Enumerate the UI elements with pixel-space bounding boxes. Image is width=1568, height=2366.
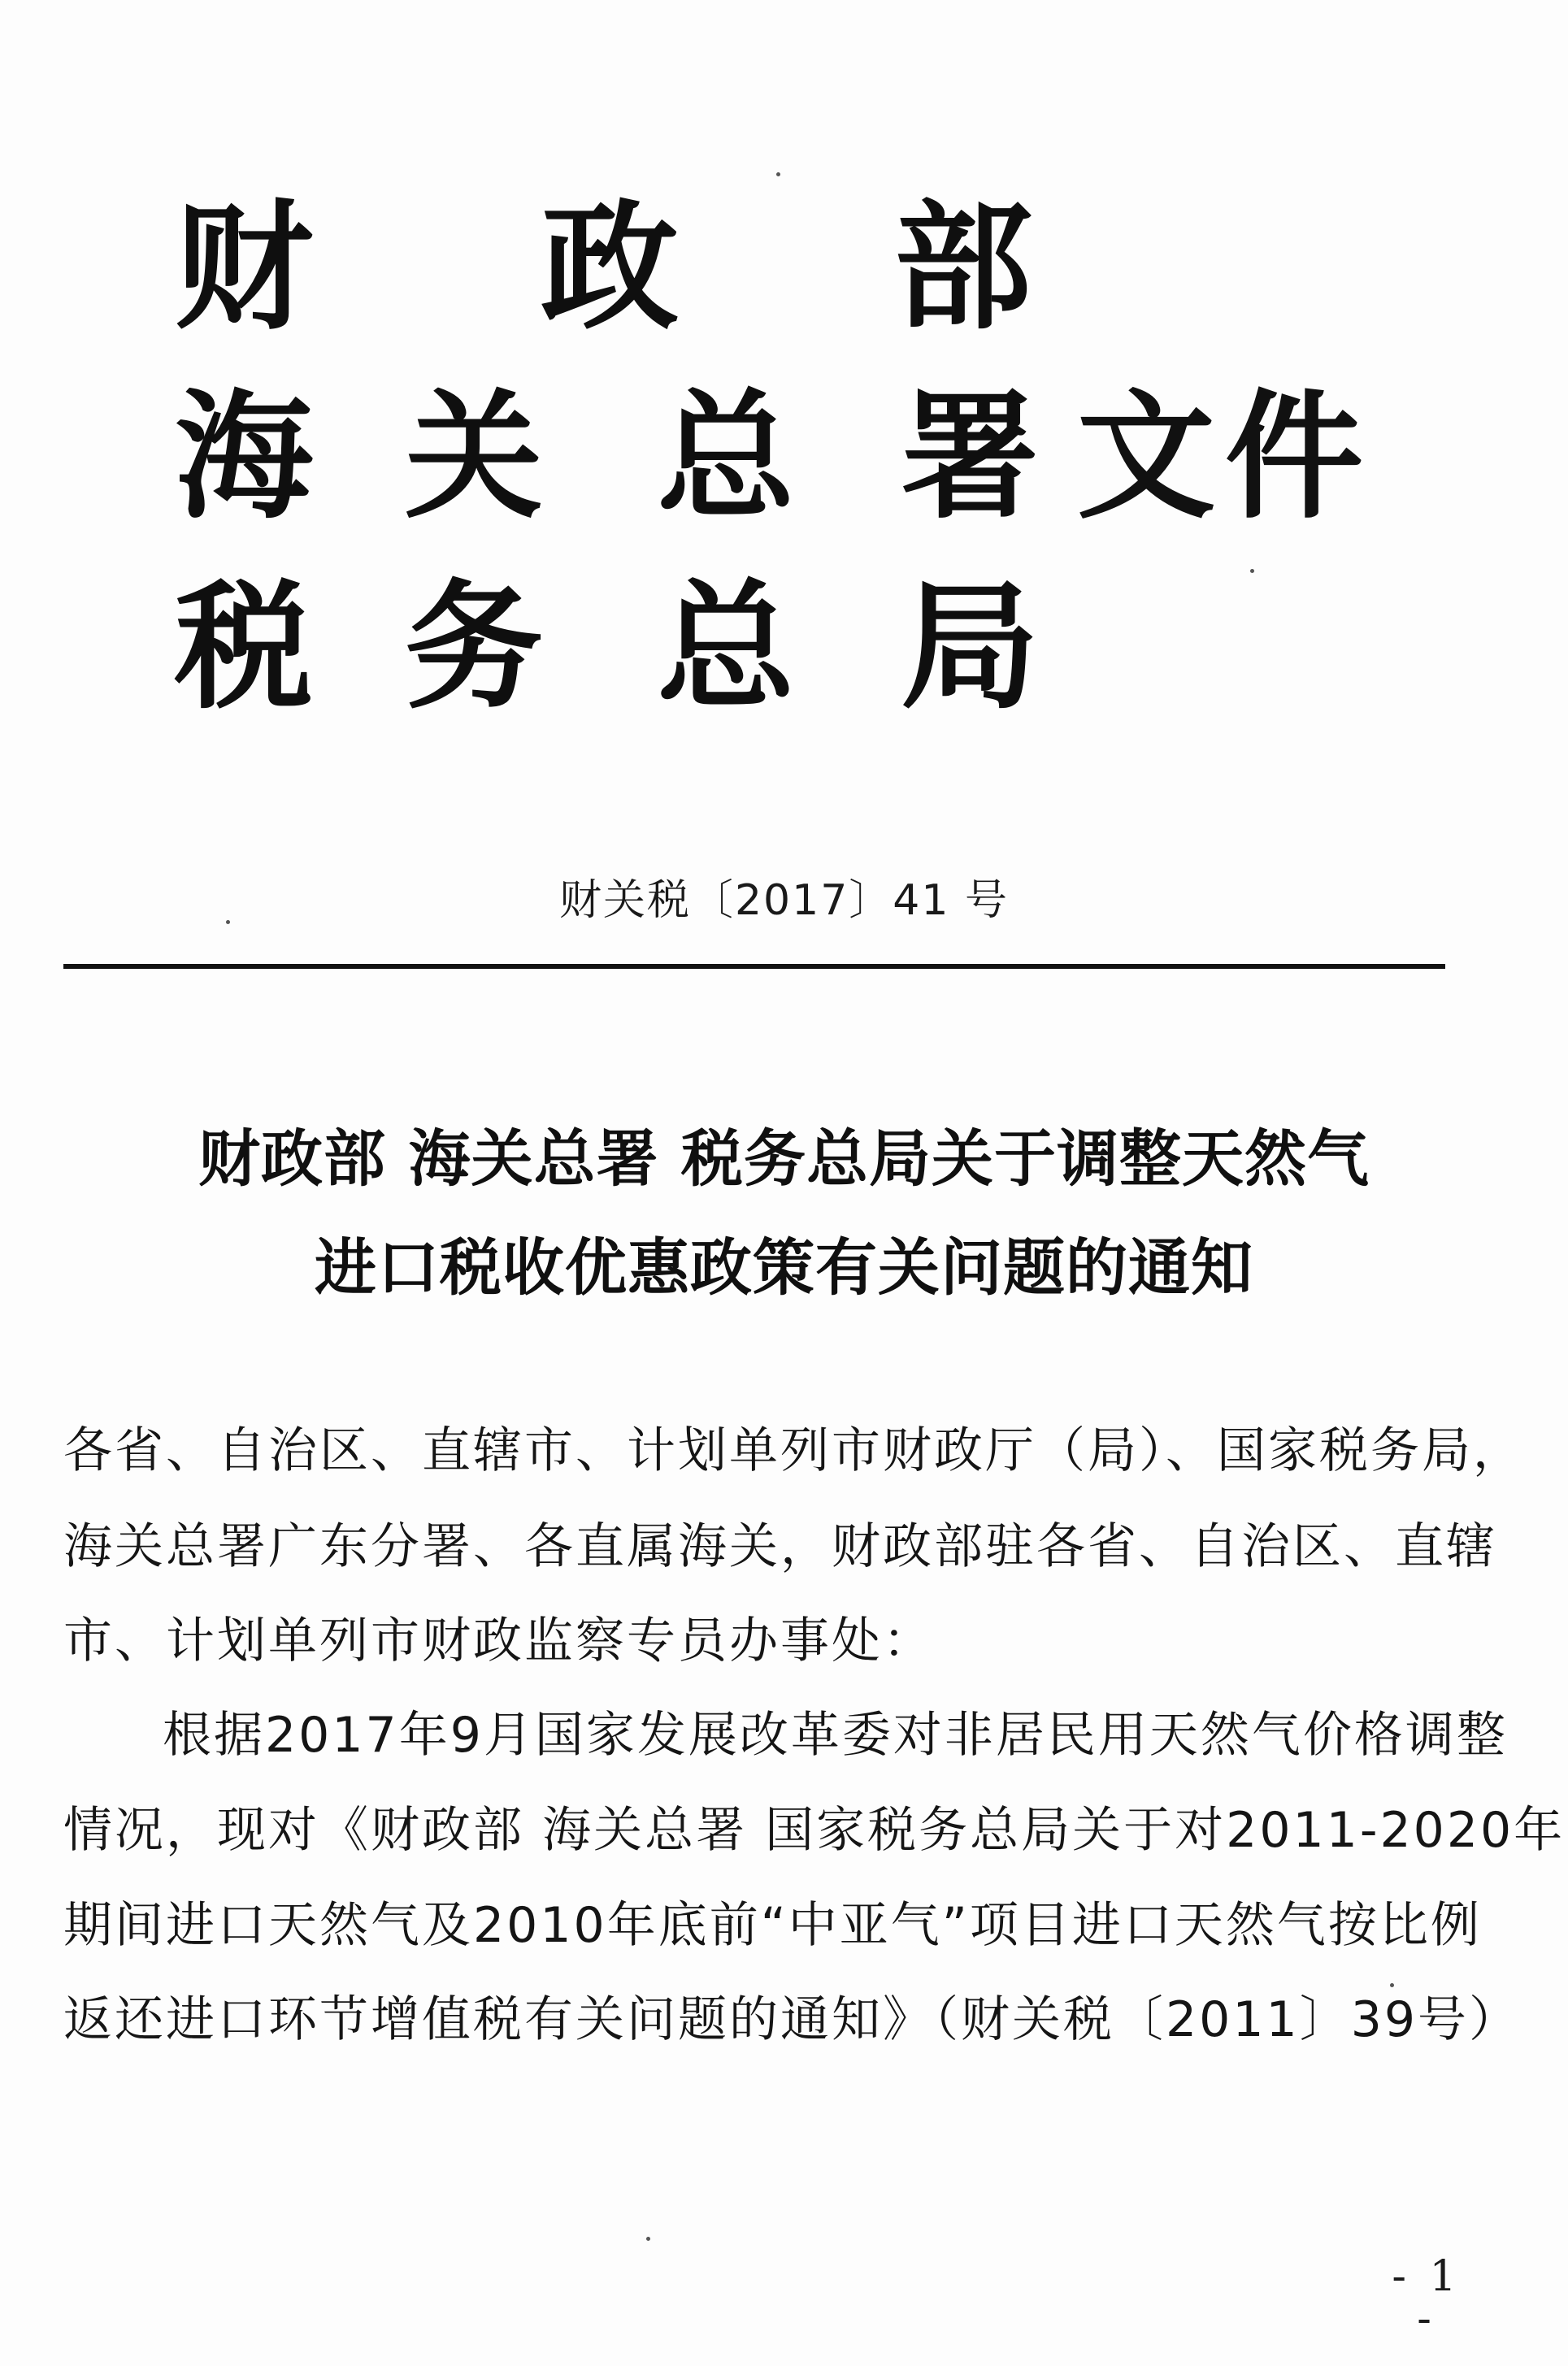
body-line: 期间进口天然气及2010年底前“中亚气”项目进口天然气按比例 (63, 1897, 1482, 1954)
scan-speck (1390, 1983, 1394, 1987)
document-number: 财关税〔2017〕41 号 (558, 876, 1010, 925)
header-char: 局 (901, 567, 1040, 728)
header-char: 总 (657, 377, 796, 538)
body-line: 返还进口环节增值税有关问题的通知》（财关税〔2011〕39号） (63, 1991, 1521, 2048)
scan-speck (776, 172, 780, 176)
header-char: 部 (894, 188, 1033, 349)
header-char: 海 (175, 377, 314, 538)
header-divider (63, 964, 1445, 969)
header-char: 税 (175, 567, 314, 728)
header-char: 务 (405, 567, 544, 728)
header-char: 财 (175, 188, 314, 349)
header-document-suffix: 文件 (1077, 377, 1374, 538)
body-line: 情况，现对《财政部 海关总署 国家税务总局关于对2011-2020年 (63, 1802, 1566, 1859)
scan-speck (226, 920, 230, 924)
page-number: - 1 - (1392, 2252, 1462, 2343)
scan-speck (646, 2237, 650, 2241)
body-line: 根据2017年9月国家发展改革委对非居民用天然气价格调整 (163, 1707, 1508, 1764)
document-title-line-1: 财政部 海关总署 税务总局关于调整天然气 (198, 1122, 1370, 1195)
header-char: 署 (901, 377, 1040, 538)
body-line: 市、计划单列市财政监察专员办事处： (63, 1613, 934, 1669)
scan-speck (1250, 569, 1254, 573)
header-char: 总 (657, 567, 796, 728)
document-title-line-2: 进口税收优惠政策有关问题的通知 (315, 1231, 1253, 1304)
header-char: 政 (541, 188, 680, 349)
body-line: 海关总署广东分署、各直属海关，财政部驻各省、自治区、直辖 (63, 1518, 1497, 1575)
header-char: 关 (405, 377, 544, 538)
body-line: 各省、自治区、直辖市、计划单列市财政厅（局）、国家税务局， (63, 1422, 1524, 1479)
